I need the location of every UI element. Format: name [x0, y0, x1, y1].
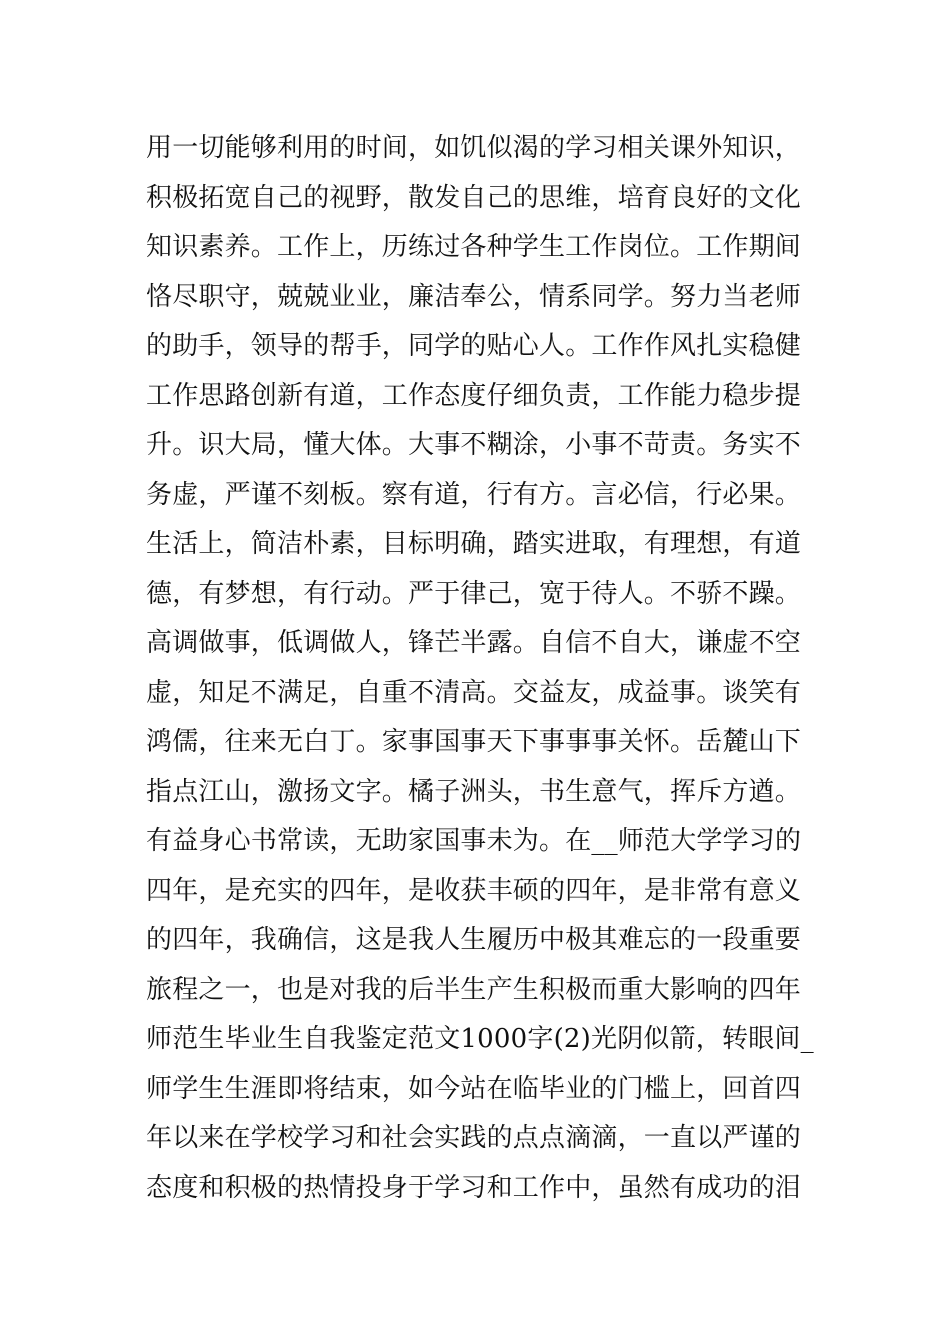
- text-line: 升。识大局，懂大体。大事不糊涂，小事不苛责。务实不: [146, 430, 802, 460]
- text-line: 师范生毕业生自我鉴定范文1000字(2)光阴似箭，转眼间_: [146, 1024, 814, 1054]
- text-line: 虚，知足不满足，自重不清高。交益友，成益事。谈笑有: [146, 677, 802, 708]
- text-line: 知识素养。工作上，历练过各种学生工作岗位。工作期间: [146, 232, 802, 262]
- text-line: 指点江山，激扬文字。橘子洲头，书生意气，挥斥方遒。: [146, 776, 802, 807]
- text-line: 的四年，我确信，这是我人生履历中极其难忘的一段重要: [146, 925, 802, 955]
- text-line: 务虚，严谨不刻板。察有道，行有方。言必信，行必果。: [146, 479, 802, 510]
- text-line: 德，有梦想，有行动。严于律己，宽于待人。不骄不躁。: [146, 578, 802, 609]
- text-line: 的助手，领导的帮手，同学的贴心人。工作作风扎实稳健: [146, 331, 802, 361]
- text-line: 高调做事，低调做人，锋芒半露。自信不自大，谦虚不空: [146, 628, 802, 658]
- text-line: 用一切能够利用的时间，如饥似渴的学习相关课外知识，: [146, 133, 802, 163]
- text-line: 工作思路创新有道，工作态度仔细负责，工作能力稳步提: [146, 380, 802, 411]
- text-line: 四年，是充实的四年，是收获丰硕的四年，是非常有意义: [146, 875, 802, 906]
- text-line: 师学生生涯即将结束，如今站在临毕业的门槛上，回首四: [146, 1073, 802, 1104]
- text-line: 态度和积极的热情投身于学习和工作中，虽然有成功的泪: [146, 1172, 802, 1203]
- text-line: 恪尽职守，兢兢业业，廉洁奉公，情系同学。努力当老师: [146, 281, 802, 312]
- text-line: 生活上，简洁朴素，目标明确，踏实进取，有理想，有道: [146, 529, 802, 559]
- text-line: 鸿儒，往来无白丁。家事国事天下事事事关怀。岳麓山下: [146, 727, 802, 757]
- text-line: 有益身心书常读，无助家国事未为。在__师范大学学习的: [146, 826, 802, 856]
- text-line: 年以来在学校学习和社会实践的点点滴滴，一直以严谨的: [146, 1123, 802, 1153]
- body-text: [146, 128, 816, 1217]
- text-line: 旅程之一，也是对我的后半生产生积极而重大影响的四年: [146, 974, 802, 1005]
- text-line: 积极拓宽自己的视野，散发自己的思维，培育良好的文化: [146, 182, 802, 213]
